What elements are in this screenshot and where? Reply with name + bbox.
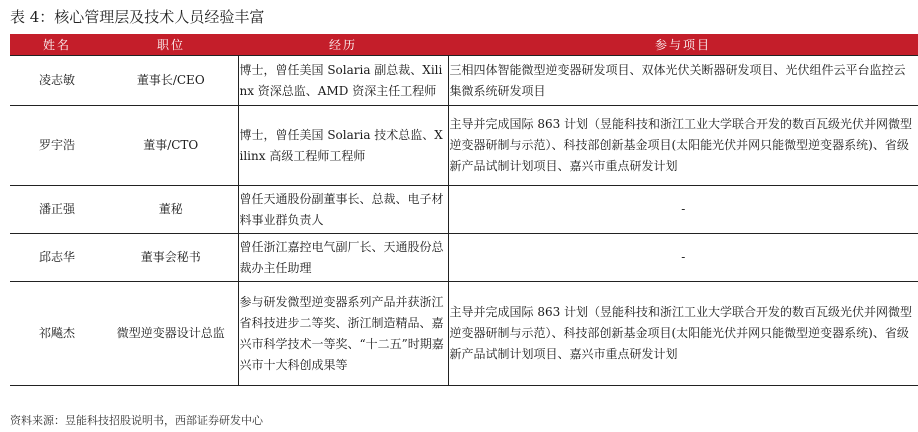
table-row [10, 186, 918, 234]
table-row [10, 56, 918, 106]
cell-experience: 曾任天通股份副董事长、总裁、电子材料事业群负责人 [238, 186, 448, 234]
cell-position: 董秘 [104, 186, 238, 234]
cell-experience: 参与研发微型逆变器系列产品并获浙江省科技进步二等奖、浙江制造精品、嘉兴市科学技术一等奖、“十二五”时期嘉兴市十大科创成果等 [238, 282, 448, 386]
cell-name: 邱志华 [10, 234, 104, 282]
table-row [10, 106, 918, 186]
cell-projects: 主导并完成国际 863 计划（昱能科技和浙江工业大学联合开发的数百瓦级光伏并网微型逆变器研制与示范）、科技部创新基金项目(太阳能光伏并网只能微型逆变器系统)、省级新产品试制计划项目、嘉兴市重点研发计划 [448, 106, 918, 186]
table-row [10, 234, 918, 282]
cell-projects: - [448, 234, 918, 282]
cell-projects: - [448, 186, 918, 234]
table-header-row [10, 34, 918, 56]
cell-name: 凌志敏 [10, 56, 104, 106]
table-title: 表 4：核心管理层及技术人员经验丰富 [10, 8, 265, 26]
cell-projects: 主导并完成国际 863 计划（昱能科技和浙江工业大学联合开发的数百瓦级光伏并网微型逆变器研制与示范）、科技部创新基金项目(太阳能光伏并网只能微型逆变器系统)、省级新产品试制计划项目、嘉兴市重点研发计划 [448, 282, 918, 386]
cell-position: 董事会秘书 [104, 234, 238, 282]
cell-projects: 三相四体智能微型逆变器研发项目、双体光伏关断器研发项目、光伏组件云平台监控云集微系统研发项目 [448, 56, 918, 106]
header-experience: 经历 [238, 34, 448, 56]
header-position: 职位 [104, 34, 238, 56]
header-name: 姓名 [10, 34, 104, 56]
header-projects: 参与项目 [448, 34, 918, 56]
cell-name: 潘正强 [10, 186, 104, 234]
cell-experience: 曾任浙江嘉控电气副厂长、天通股份总裁办主任助理 [238, 234, 448, 282]
table-row [10, 282, 918, 386]
management-table [10, 34, 918, 386]
cell-position: 董事/CTO [104, 106, 238, 186]
cell-position: 微型逆变器设计总监 [104, 282, 238, 386]
cell-name: 祁飚杰 [10, 282, 104, 386]
cell-experience: 博士，曾任美国 Solaria 技术总监、Xilinx 高级工程师工程师 [238, 106, 448, 186]
source-note: 资料来源：昱能科技招股说明书，西部证券研发中心 [10, 414, 263, 427]
cell-experience: 博士，曾任美国 Solaria 副总裁、Xilinx 资深总监、AMD 资深主任工程师 [238, 56, 448, 106]
cell-position: 董事长/CEO [104, 56, 238, 106]
cell-name: 罗宇浩 [10, 106, 104, 186]
